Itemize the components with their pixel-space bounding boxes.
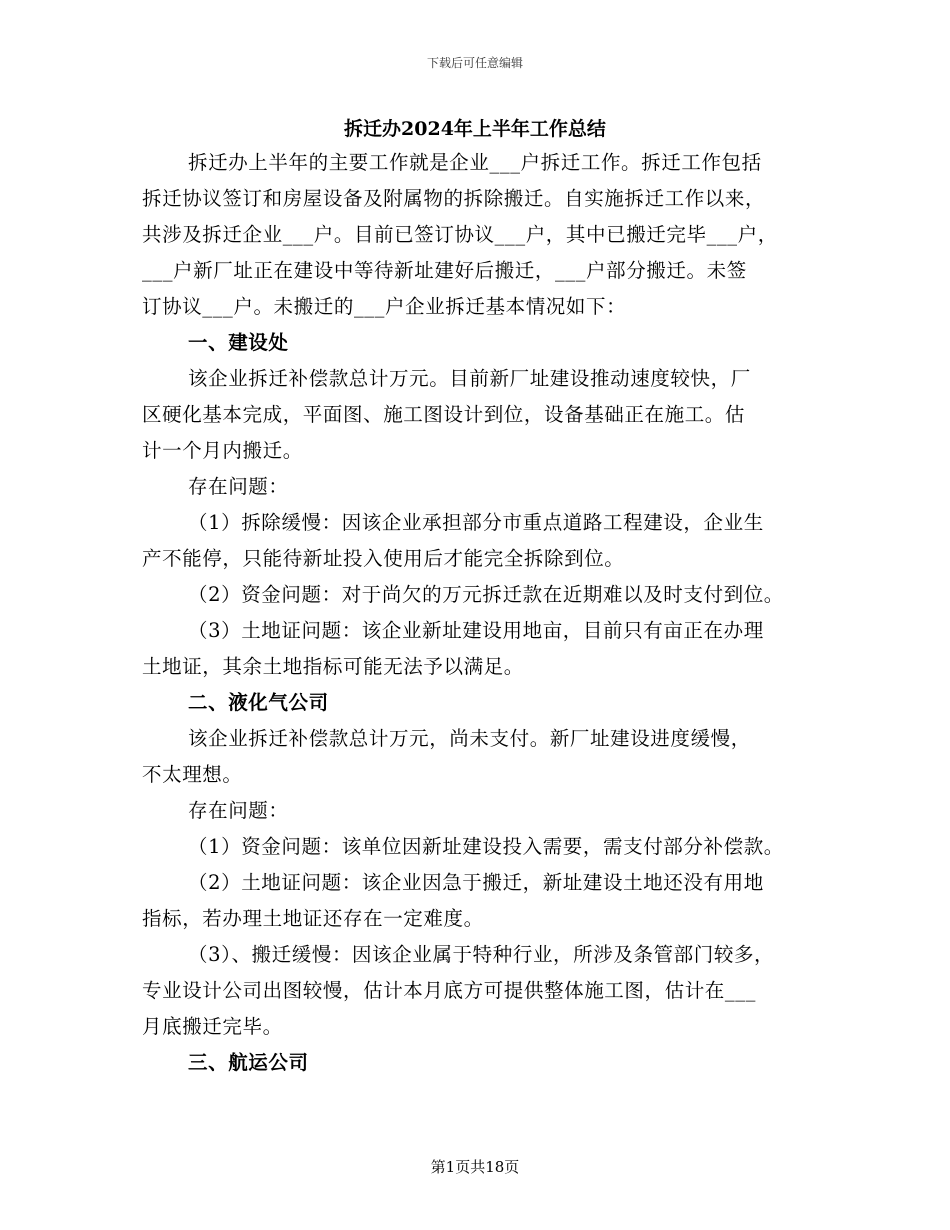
paragraph-line: 存在问题：	[188, 799, 289, 822]
paragraph-line: 订协议___户。未搬迁的___户企业拆迁基本情况如下：	[142, 295, 627, 318]
paragraph-line: 月底搬迁完毕。	[142, 1015, 283, 1038]
list-item: （2）资金问题：对于尚欠的万元拆迁款在近期难以及时支付到位。	[188, 583, 784, 606]
paragraph-line: 拆迁办上半年的主要工作就是企业___户拆迁工作。拆迁工作包括	[188, 151, 762, 174]
section-heading: 一、建设处	[188, 331, 289, 354]
paragraph-line: 存在问题：	[188, 475, 289, 498]
paragraph-line: 该企业拆迁补偿款总计万元。目前新厂址建设推动速度较快，厂	[188, 367, 751, 390]
paragraph-line: ___户新厂址正在建设中等待新址建好后搬迁，___户部分搬迁。未签	[142, 259, 747, 282]
list-item: （3）、搬迁缓慢：因该企业属于特种行业，所涉及条管部门较多，	[188, 943, 775, 966]
paragraph-line: 共涉及拆迁企业___户。目前已签订协议___户，其中已搬迁完毕___户，	[142, 223, 778, 246]
document-title: 拆迁办2024年上半年工作总结	[344, 118, 606, 140]
paragraph-line: 该企业拆迁补偿款总计万元，尚未支付。新厂址建设进度缓慢，	[188, 727, 751, 750]
paragraph-line: 产不能停，只能待新址投入使用后才能完全拆除到位。	[142, 547, 625, 570]
list-item: （1）资金问题：该单位因新址建设投入需要，需支付部分补偿款。	[188, 835, 784, 858]
section-heading: 二、液化气公司	[188, 691, 329, 714]
paragraph-line: 指标，若办理土地证还存在一定难度。	[142, 907, 484, 930]
list-item: （1）拆除缓慢：因该企业承担部分市重点道路工程建设，企业生	[188, 511, 764, 534]
paragraph-line: 专业设计公司出图较慢，估计本月底方可提供整体施工图，估计在___	[142, 979, 756, 1002]
list-item: （2）土地证问题：该企业因急于搬迁，新址建设土地还没有用地	[188, 871, 764, 894]
paragraph-line: 不太理想。	[142, 763, 243, 786]
paragraph-line: 拆迁协议签订和房屋设备及附属物的拆除搬迁。自实施拆迁工作以来，	[142, 187, 766, 210]
section-heading: 三、航运公司	[188, 1051, 309, 1074]
header-note: 下载后可任意编辑	[426, 56, 523, 70]
paragraph-line: 计一个月内搬迁。	[142, 439, 303, 462]
document-body	[142, 145, 812, 1081]
list-item: （3）土地证问题：该企业新址建设用地亩，目前只有亩正在办理	[188, 619, 764, 642]
page-footer: 第1页共18页	[430, 1158, 520, 1176]
paragraph-line: 区硬化基本完成，平面图、施工图设计到位，设备基础正在施工。估	[142, 403, 746, 426]
paragraph-line: 土地证，其余土地指标可能无法予以满足。	[142, 655, 524, 678]
